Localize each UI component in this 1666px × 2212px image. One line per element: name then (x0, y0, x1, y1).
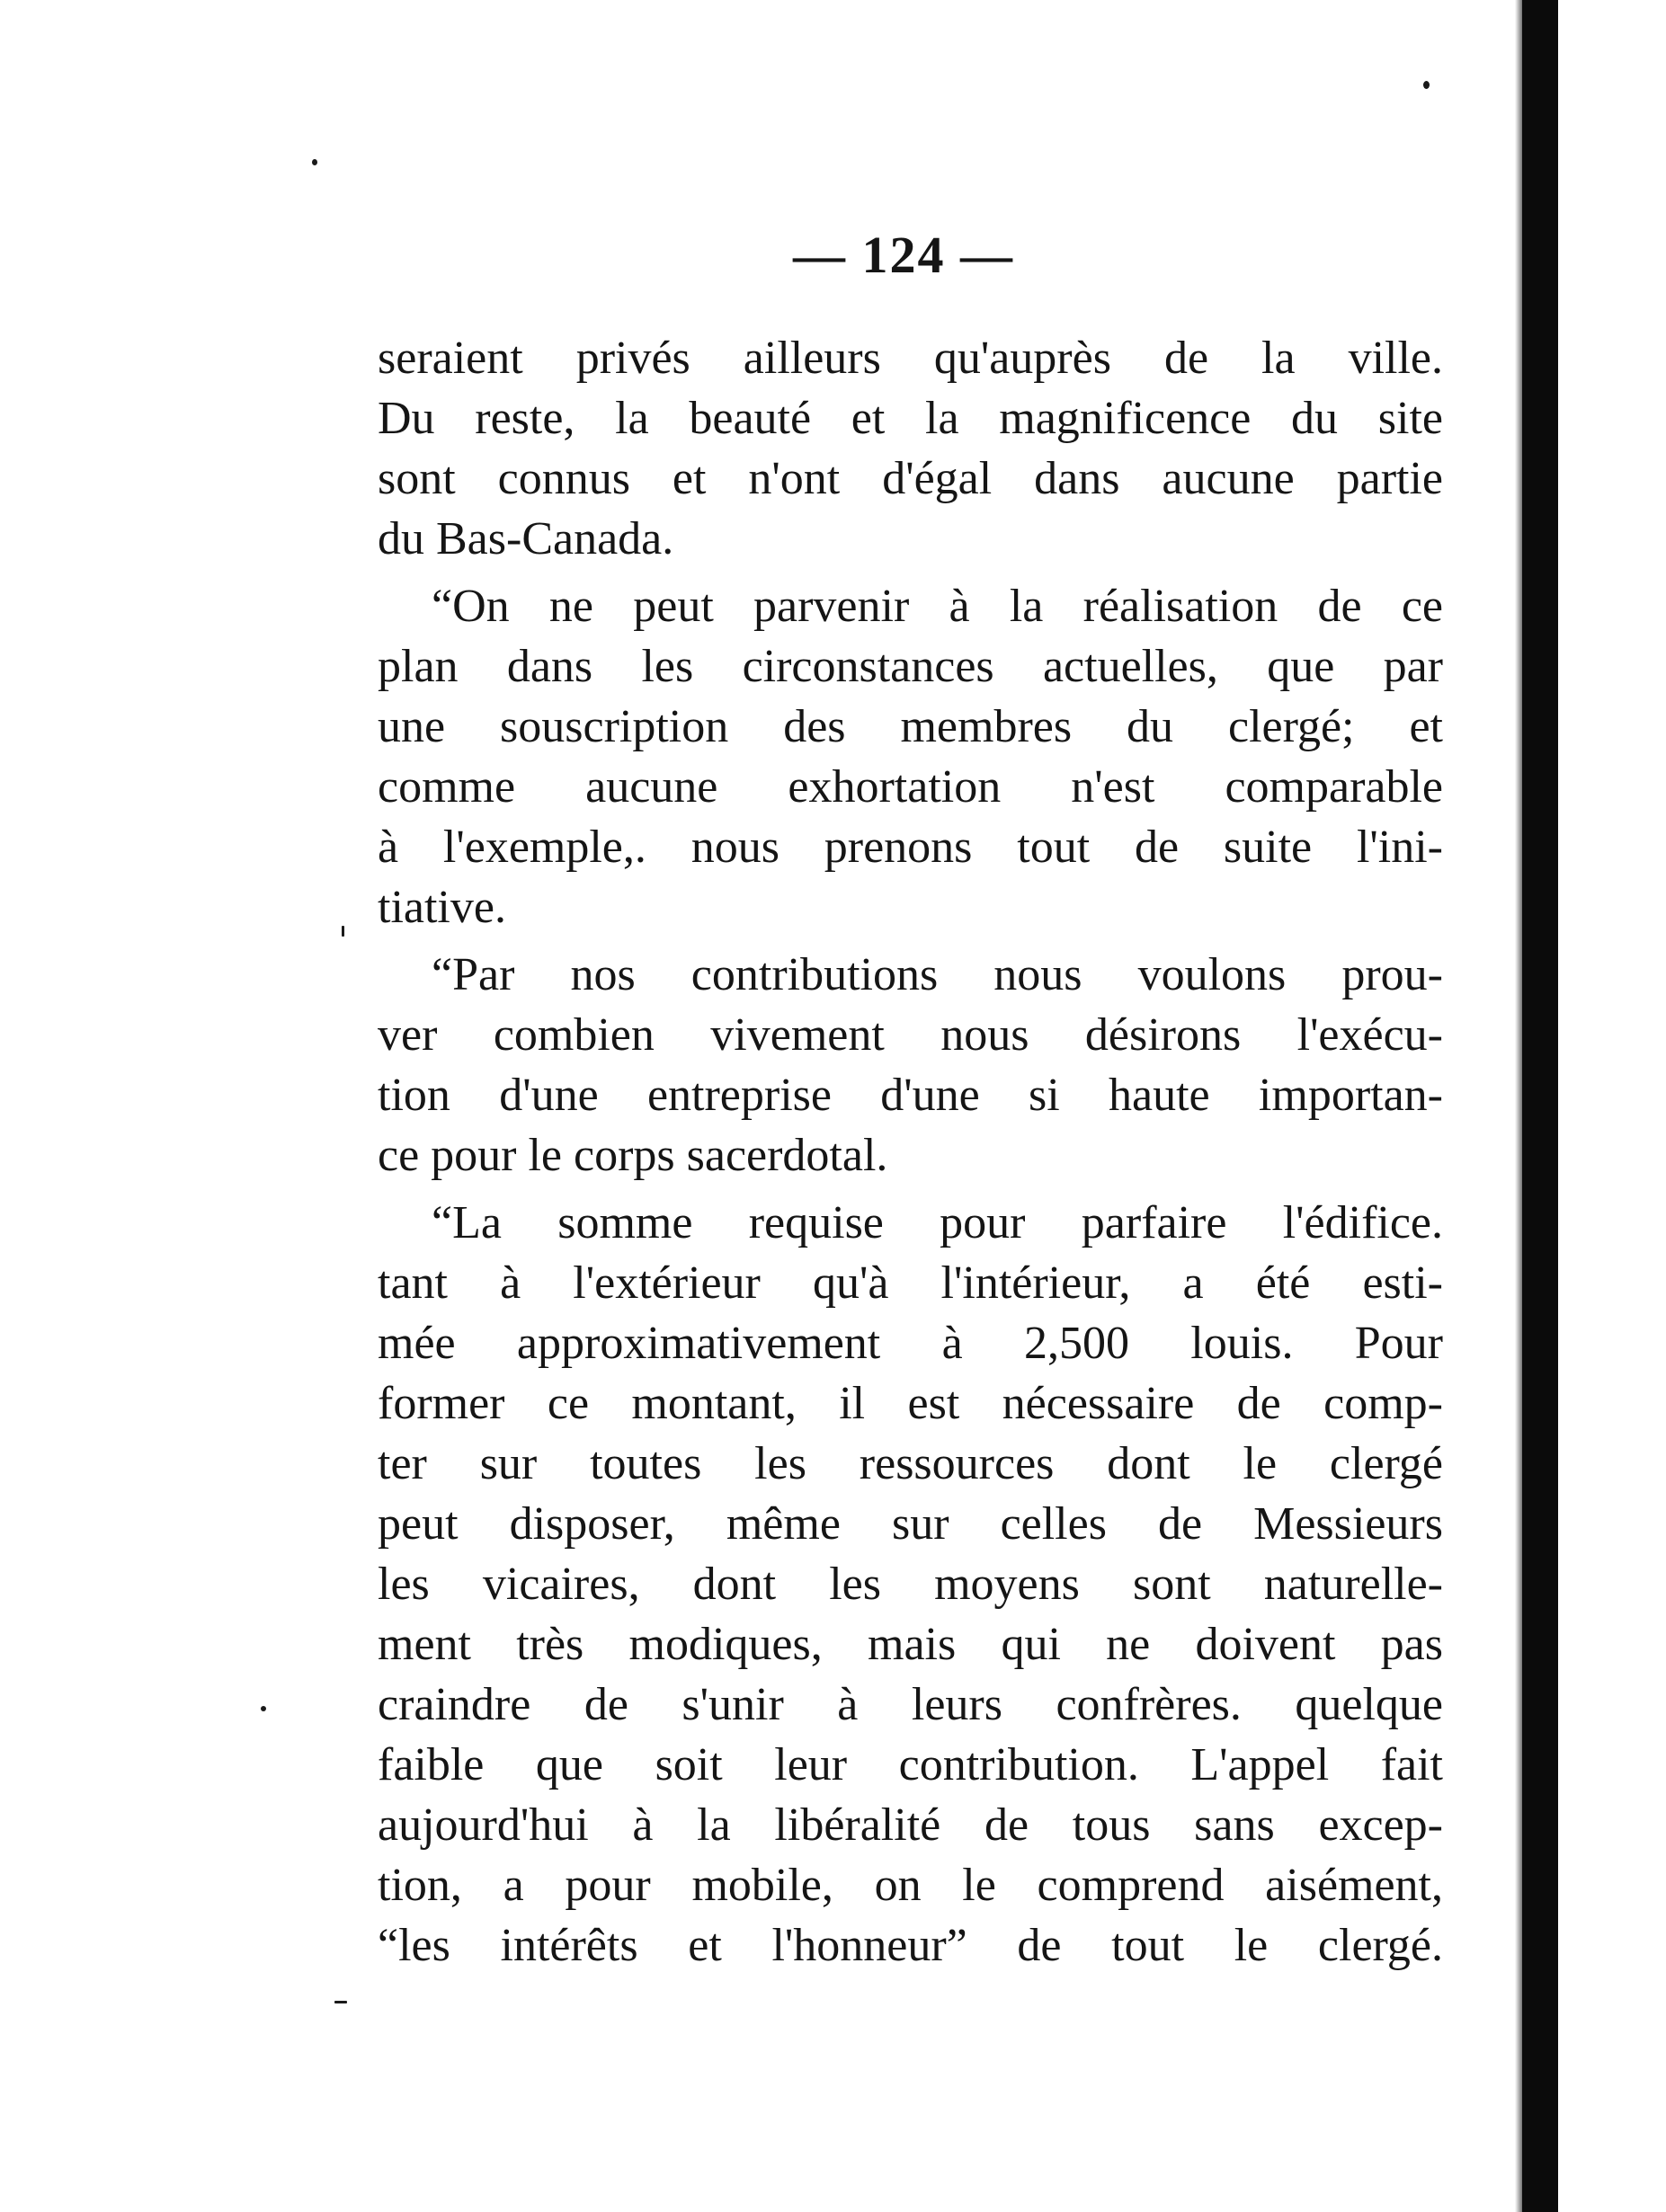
text-line: aujourd'hui à la libéralité de tous sans excep- (378, 1799, 1443, 1851)
text-line: former ce montant, il est nécessaire de comp- (378, 1378, 1443, 1429)
text-line: “Par nos contributions nous voulons prou- (432, 949, 1443, 1000)
text-line: une souscription des membres du clergé; et (378, 701, 1443, 752)
text-line: craindre de s'unir à leurs confrères. quelque (378, 1679, 1443, 1730)
print-speck (261, 1706, 266, 1711)
text-line: ter sur toutes les ressources dont le clergé (378, 1438, 1443, 1489)
print-speck (342, 926, 344, 937)
paragraph (378, 328, 1443, 569)
print-speck (334, 2001, 347, 2003)
text-line: ver combien vivement nous désirons l'exécu- (378, 1009, 1443, 1061)
text-line: tant à l'extérieur qu'à l'intérieur, a été esti- (378, 1257, 1443, 1309)
text-line: ment très modiques, mais qui ne doivent pas (378, 1619, 1443, 1670)
print-speck (312, 159, 317, 165)
page-number: — 124 — (793, 226, 1014, 284)
text-line: tion d'une entreprise d'une si haute importan- (378, 1070, 1443, 1121)
text-line: à l'exemple,. nous prenons tout de suite l'ini- (378, 822, 1443, 873)
body-text (378, 328, 1443, 1976)
text-line: seraient privés ailleurs qu'auprès de la ville. (378, 333, 1443, 384)
paragraph (378, 945, 1443, 1186)
text-line: ce pour le corps sacerdotal. (378, 1130, 888, 1181)
text-line: plan dans les circonstances actuelles, que par (378, 641, 1443, 692)
text-line: “La somme requise pour parfaire l'édifice. (432, 1197, 1443, 1248)
text-line: peut disposer, même sur celles de Messieurs (378, 1498, 1443, 1550)
text-line: tion, a pour mobile, on le comprend aisément, (378, 1860, 1443, 1911)
text-line: Du reste, la beauté et la magnificence du site (378, 393, 1443, 444)
text-line: tiative. (378, 882, 506, 933)
text-line: “les intérêts et l'honneur” de tout le clergé. (378, 1920, 1443, 1971)
text-line: “On ne peut parvenir à la réalisation de ce (432, 581, 1443, 632)
print-speck (1423, 81, 1430, 89)
paragraph (378, 1193, 1443, 1976)
text-line: faible que soit leur contribution. L'appel fait (378, 1739, 1443, 1790)
text-line: sont connus et n'ont d'égal dans aucune partie (378, 453, 1443, 504)
paragraph (378, 576, 1443, 937)
text-line: les vicaires, dont les moyens sont naturelle- (378, 1559, 1443, 1610)
text-line: du Bas-Canada. (378, 513, 674, 564)
text-line: comme aucune exhortation n'est comparable (378, 761, 1443, 813)
text-line: mée approximativement à 2,500 louis. Pour (378, 1318, 1443, 1369)
binding-shadow (1522, 0, 1558, 2212)
